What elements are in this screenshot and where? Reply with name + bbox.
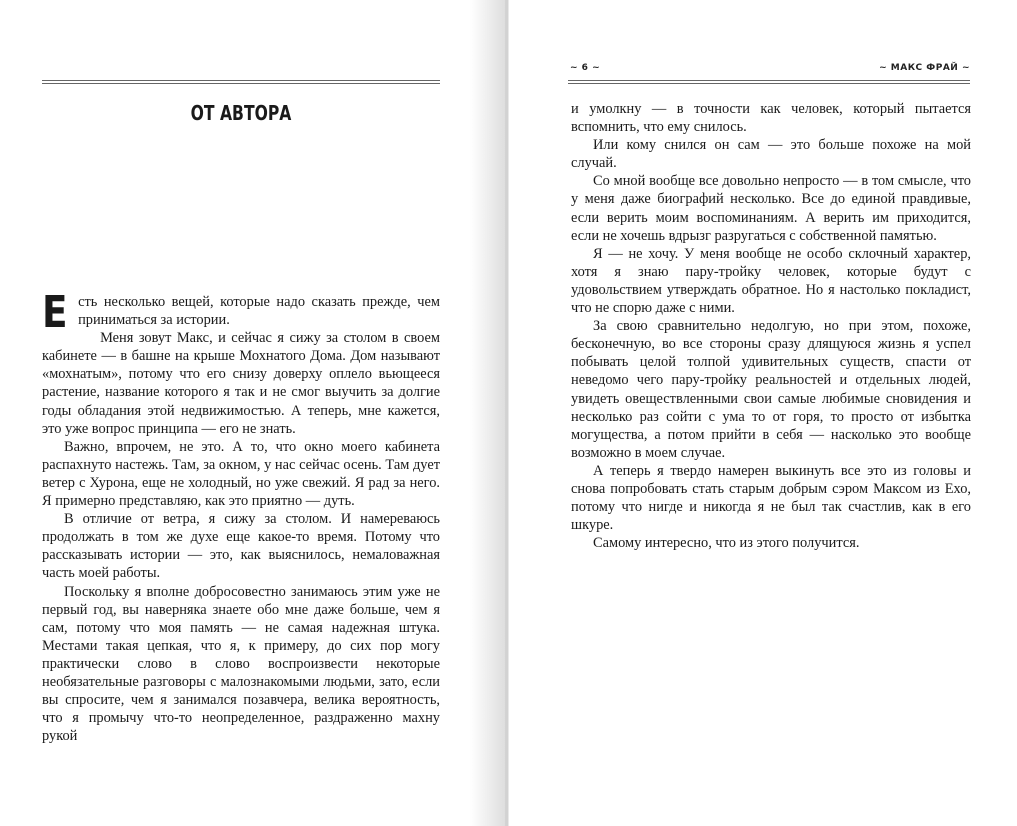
page-number: ~ 6 ~ bbox=[570, 63, 601, 73]
paragraph: Или кому снился он сам — это больше похоже на мой случай. bbox=[571, 137, 971, 172]
paragraph: Поскольку я вполне добросовестно занимаюсь этим уже не первый год, вы наверняка знаете обо мне даже больше, чем я сам, потому что моя память — не самая надежная штука. Местами такая цепкая, что я, к примеру, до сих пор могу практически слово в слово воспроизвести некоторые необязательные разговоры с малознакомыми людьми, зато, если вы спросите, чем я занимался позавчера, велика вероятность, что я промычу что-то неопределенное, раздраженно махну рукой bbox=[42, 583, 440, 745]
right-body-text bbox=[571, 100, 971, 552]
header-rule bbox=[568, 80, 970, 84]
paragraph: Самому интересно, что из этого получится. bbox=[593, 535, 860, 552]
left-body-text bbox=[42, 287, 440, 745]
paragraph: Я — не хочу. У меня вообще не особо склочный характер, хотя я знаю пару-тройку человек, которые будут с удовольствием утверждать обратное. Но я настолько покладист, что не спорю даже с ними. bbox=[571, 245, 971, 317]
paragraph: А теперь я твердо намерен выкинуть все это из головы и снова попробовать стать старым добрым сэром Максом из Ехо, потому что нигде и никогда я не был так счастлив, как в его шкуре. bbox=[571, 462, 971, 534]
paragraph: Важно, впрочем, не это. А то, что окно моего кабинета распахнуто настежь. Там, за окном, у нас сейчас осень. Там дует ветер с Хурона, еще не холодный, но уже свежий. Я рад за него. Я примерно представляю, как это приятно — дуть. bbox=[42, 438, 440, 510]
opening-paragraph bbox=[42, 287, 440, 338]
gutter-shadow bbox=[470, 0, 508, 826]
paragraph: Меня зовут Макс, и сейчас я сижу за столом в своем кабинете — в башне на крыше Мохнатого Дома. Дом называют «мохнатым», потому что его снизу доверху оплело вьющееся растение, название которого я так и не смог выучить за долгие годы обладания этой недвижимостью. А теперь, мне кажется, это уже вопрос принципа — его не знать. bbox=[42, 330, 440, 437]
drop-cap: Е bbox=[42, 287, 68, 338]
left-page bbox=[0, 0, 505, 826]
paragraph: Со мной вообще все довольно непросто — в том смысле, что у меня даже биографий несколько. Все до единой правдивые, если верить моим воспоминаниям. А верить им приходится, если не хочешь вдрызг разругаться с собственной памятью. bbox=[571, 173, 971, 244]
chapter-title: ОТ АВТОРА bbox=[190, 101, 292, 125]
paragraph: В отличие от ветра, я сижу за столом. И намереваюсь продолжать в том же духе еще какое-то время. Потому что рассказывать истории — это, как выяснилось, немаловажная часть моей работы. bbox=[42, 511, 440, 582]
paragraph: За свою сравнительно недолгую, но при этом, похоже, бесконечную, во все стороны сразу длящуюся жизнь я успел побывать целой толпой удивительных существ, спасти от неведомо чего пару-тройку реальностей и отдельных людей, увидеть овеществленными свои самые любимые сновидения и несколько раз сойти с ума то от горя, то просто от избытка могущества, а потом прийти в себя — насколько это вообще возможно в моем случае. bbox=[571, 318, 971, 461]
paragraph: и умолкну — в точности как человек, который пытается вспомнить, что ему снилось. bbox=[571, 101, 971, 136]
header-rule bbox=[42, 80, 440, 84]
opening-text: сть несколько вещей, которые надо сказать прежде, чем приниматься за истории. bbox=[78, 294, 440, 329]
running-head-author: ~ МАКС ФРАЙ ~ bbox=[879, 63, 970, 73]
